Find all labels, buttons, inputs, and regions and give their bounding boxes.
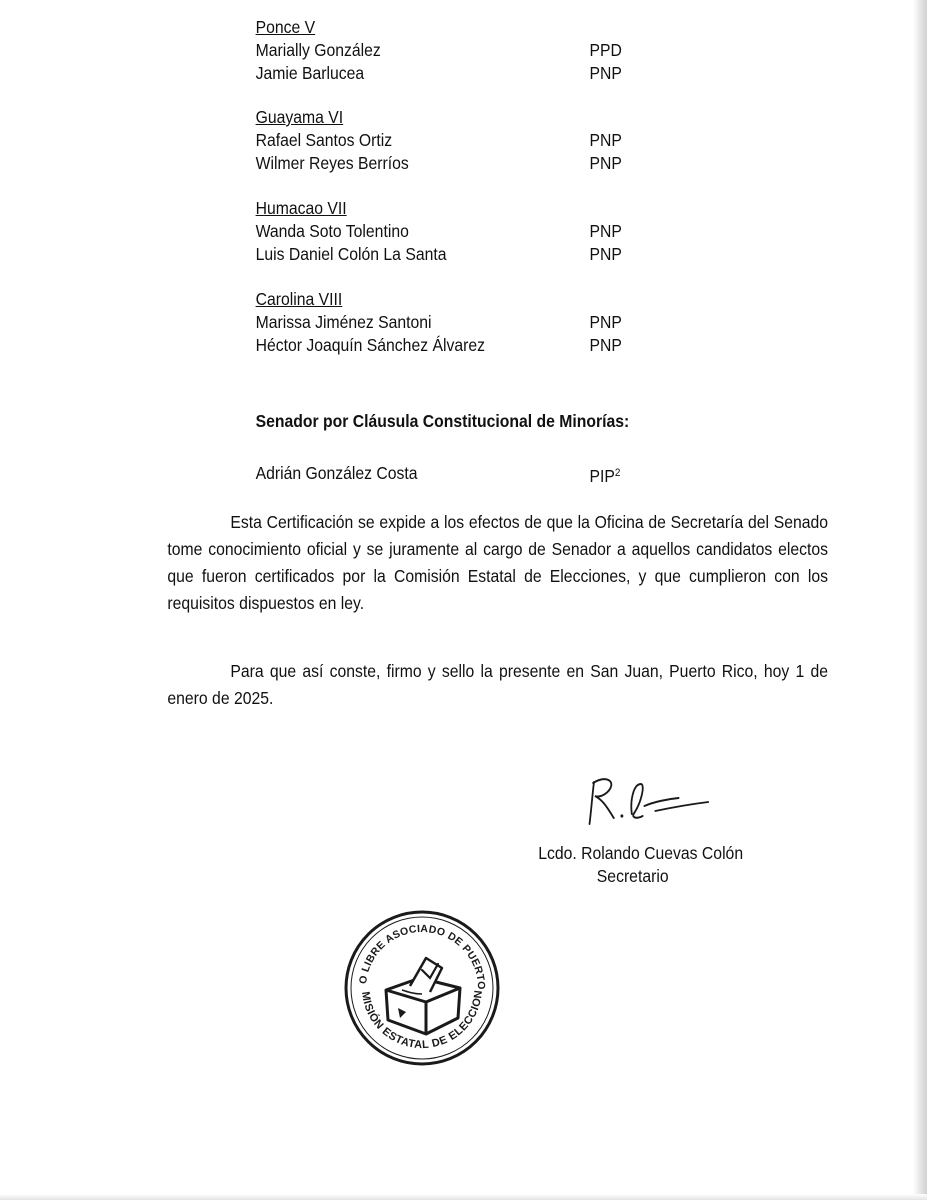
senator-party: PPD <box>589 40 622 60</box>
handwritten-signature <box>578 770 713 835</box>
senator-name: Wilmer Reyes Berríos <box>255 153 409 173</box>
senator-row <box>256 462 760 485</box>
senator-name: Marially González <box>255 40 381 60</box>
district-humacao-vii <box>256 197 760 266</box>
party-label: PIP <box>589 466 615 486</box>
signatory-name: Lcdo. Rolando Cuevas Colón <box>538 843 744 863</box>
senator-row <box>256 334 760 357</box>
senator-row <box>256 152 760 175</box>
senator-name: Adrián González Costa <box>255 463 418 483</box>
senator-row <box>256 39 760 62</box>
senator-party: PNP <box>589 221 622 241</box>
district-heading: Carolina VIII <box>255 289 343 309</box>
senator-row <box>256 220 760 243</box>
signature-icon <box>578 770 713 830</box>
senator-name: Héctor Joaquín Sánchez Álvarez <box>255 335 485 355</box>
senator-row <box>256 243 760 266</box>
svg-text:COMISIÓN ESTATAL DE ELECCIONES: MISIÓN ESTATAL DE ELECCION <box>358 989 486 1052</box>
district-heading: Guayama VI <box>255 107 344 127</box>
ballot-seal-icon <box>342 908 502 1068</box>
closing-paragraph: Para que así conste, firmo y sello la presente en San Juan, Puerto Rico, hoy 1 de enero de 2025. <box>167 661 828 708</box>
senator-party: PNP <box>589 63 622 83</box>
minority-senator <box>256 462 760 485</box>
senator-party: PNP <box>589 244 622 264</box>
senator-name: Marissa Jiménez Santoni <box>255 312 432 332</box>
senator-party: PNP <box>589 153 622 173</box>
senator-name: Luis Daniel Colón La Santa <box>255 244 447 264</box>
certification-paragraph: Esta Certificación se expide a los efectos de que la Oficina de Secretaría del Senado tome conocimiento oficial y se juramente al cargo de Senador a aquellos candidatos electos que fueron certificados por la Comisión Estatal de Elecciones, y que cumplieron con los requisitos dispuestos en ley. <box>167 512 828 613</box>
senator-party: PNP <box>589 312 622 332</box>
senator-row <box>256 62 760 85</box>
page-edge-shadow <box>913 0 927 1200</box>
senator-name: Rafael Santos Ortiz <box>255 130 393 150</box>
senator-party: PNP <box>589 335 622 355</box>
senator-party <box>590 462 621 488</box>
district-ponce-v <box>256 16 760 85</box>
signatory-block <box>538 842 744 888</box>
svg-text:ESTADO LIBRE ASOCIADO DE PUERT: O LIBRE ASOCIADO DE PUERTO <box>357 922 488 990</box>
district-carolina-viii <box>256 288 760 357</box>
senator-row <box>256 311 760 334</box>
district-guayama-vi <box>256 106 760 175</box>
signatory-title: Secretario <box>596 866 669 886</box>
senator-name: Wanda Soto Tolentino <box>255 221 409 241</box>
official-seal <box>342 908 502 1073</box>
district-heading: Ponce V <box>255 17 316 37</box>
district-heading: Humacao VII <box>255 198 347 218</box>
senator-row <box>256 129 760 152</box>
page-bottom-shadow <box>0 1194 927 1200</box>
footnote-marker: 2 <box>614 467 621 479</box>
senator-party: PNP <box>589 130 622 150</box>
minority-section-title: Senador por Cláusula Constitucional de Minorías: <box>255 411 630 431</box>
senator-name: Jamie Barlucea <box>255 63 365 83</box>
